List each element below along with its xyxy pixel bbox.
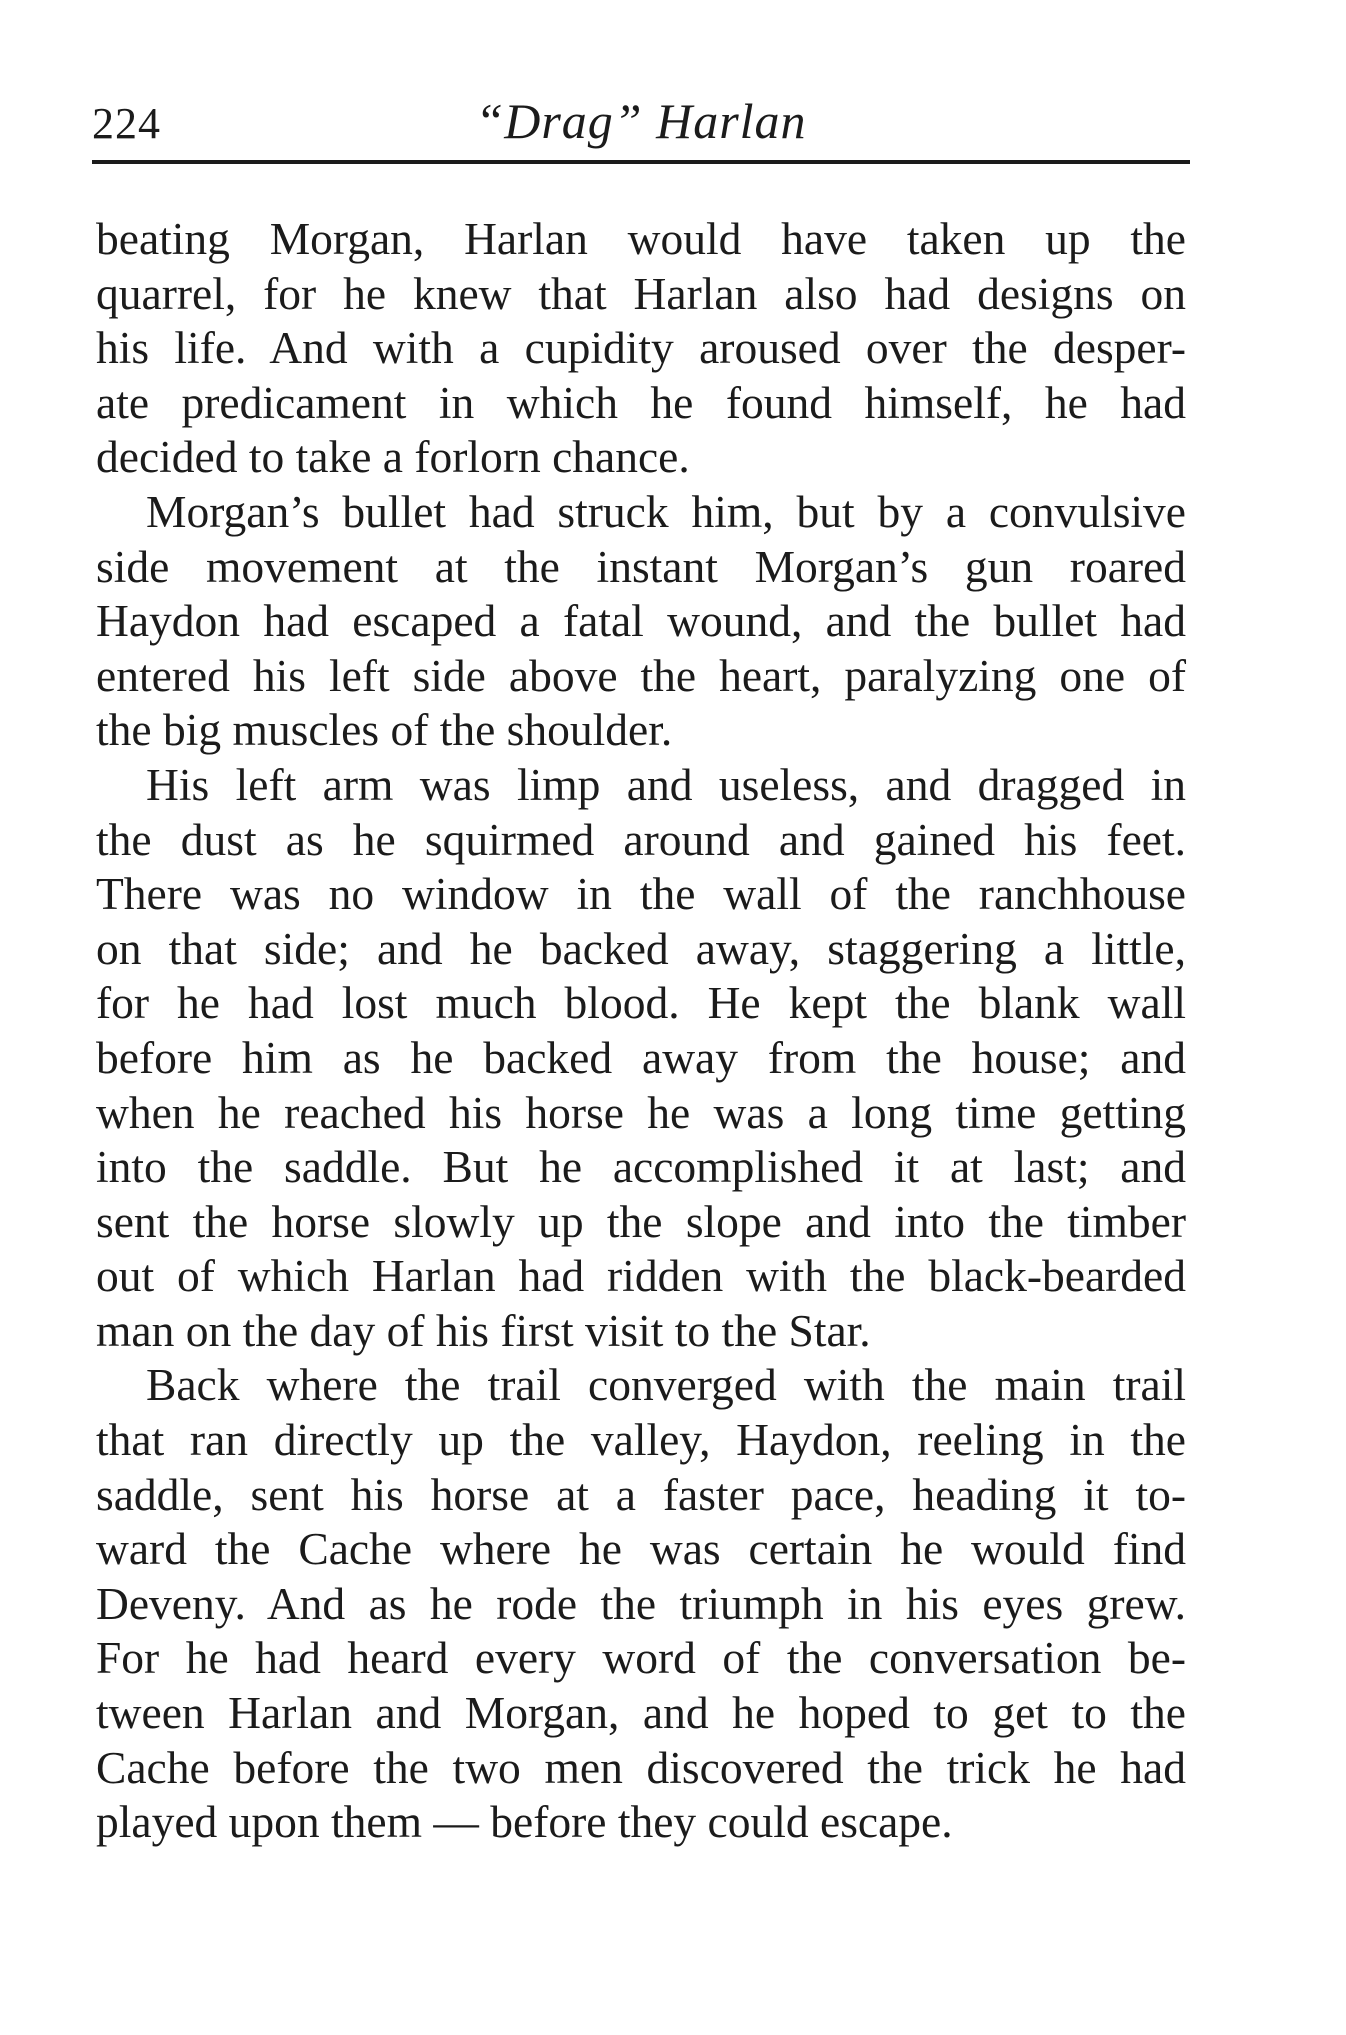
text-line: out of which Harlan had ridden with the black-bearded (96, 1250, 1186, 1302)
text-line: ate predicament in which he found himself, he had (96, 376, 1186, 428)
text-line: Cache before the two men discovered the trick he had (96, 1741, 1186, 1793)
page-number: 224 (92, 99, 161, 148)
text-line: decided to take a forlorn chance. (96, 431, 690, 483)
text-line: His left arm was limp and useless, and dragged in (146, 758, 1186, 810)
paragraph (96, 758, 1186, 1359)
text-line: sent the horse slowly up the slope and into the timber (96, 1195, 1186, 1247)
header-rule (92, 160, 1190, 164)
text-line: saddle, sent his horse at a faster pace, heading it to- (96, 1468, 1186, 1520)
paragraph (96, 485, 1186, 758)
text-line: For he had heard every word of the conversation be- (96, 1632, 1186, 1684)
text-line: before him as he backed away from the house; and (96, 1031, 1186, 1083)
text-line: played upon them — before they could escape. (96, 1796, 953, 1848)
text-line: man on the day of his first visit to the Star. (96, 1304, 871, 1356)
text-line: tween Harlan and Morgan, and he hoped to get to the (96, 1687, 1186, 1739)
text-line: beating Morgan, Harlan would have taken up the (96, 213, 1186, 264)
text-line: Deveny. And as he rode the triumph in his eyes grew. (96, 1577, 1186, 1629)
text-line: There was no window in the wall of the ranchhouse (96, 868, 1186, 920)
text-line: Haydon had escaped a fatal wound, and the bullet had (96, 595, 1186, 647)
text-line: for he had lost much blood. He kept the blank wall (96, 977, 1186, 1029)
text-line: the big muscles of the shoulder. (96, 704, 673, 756)
text-line: his life. And with a cupidity aroused over the desper- (96, 322, 1186, 374)
text-line: side movement at the instant Morgan’s gun roared (96, 540, 1186, 592)
text-line: on that side; and he backed away, staggering a little, (96, 922, 1186, 974)
text-line: Morgan’s bullet had struck him, but by a convulsive (146, 485, 1186, 537)
body-text (96, 212, 1186, 1850)
paragraph (96, 212, 1186, 485)
text-line: that ran directly up the valley, Haydon, reeling in the (96, 1414, 1186, 1466)
text-line: ward the Cache where he was certain he would find (96, 1523, 1186, 1575)
text-line: Back where the trail converged with the main trail (146, 1359, 1186, 1411)
page-header (92, 92, 1190, 158)
text-line: into the saddle. But he accomplished it at last; and (96, 1141, 1186, 1193)
text-line: quarrel, for he knew that Harlan also had designs on (96, 267, 1186, 319)
text-line: when he reached his horse he was a long time getting (96, 1086, 1186, 1138)
paragraph (96, 1358, 1186, 1849)
running-title: “Drag” Harlan (475, 93, 807, 149)
text-line: entered his left side above the heart, paralyzing one of (96, 649, 1186, 701)
text-line: the dust as he squirmed around and gained his feet. (96, 813, 1186, 865)
